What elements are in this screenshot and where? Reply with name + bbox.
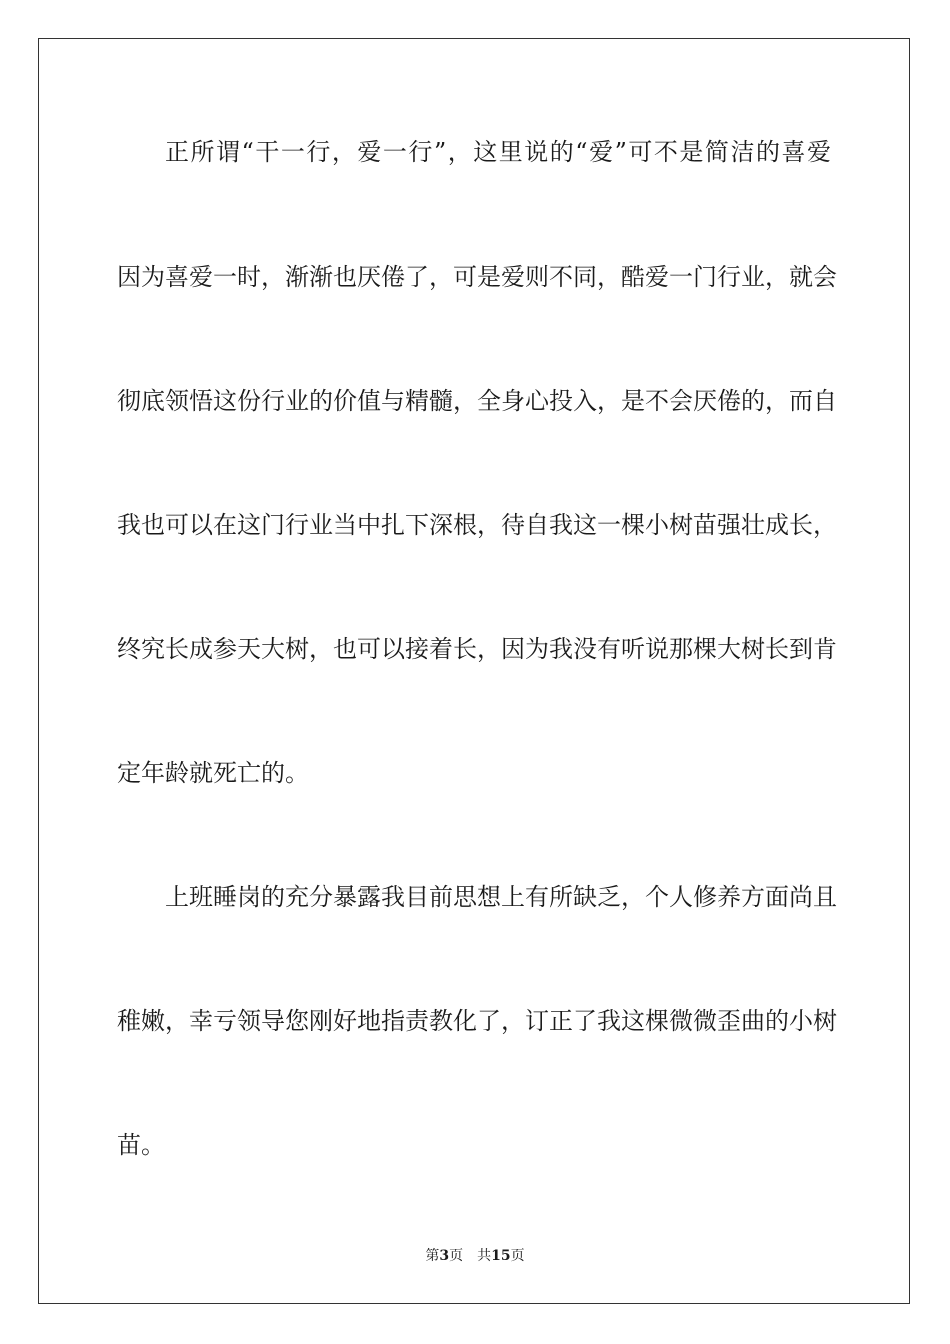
paragraph-1-line-2: 因为喜爱一时，渐渐也厌倦了，可是爱则不同，酷爱一门行业，就会 <box>117 263 837 291</box>
page-number-prefix: 第 <box>425 1248 440 1264</box>
page-total-prefix: 共 <box>477 1248 492 1264</box>
paragraph-1-line-1: 正所谓“干一行，爱一行”，这里说的“爱”可不是简洁的喜爱 <box>165 138 831 166</box>
paragraph-1-line-4: 我也可以在这门行业当中扎下深根，待自我这一棵小树苗强壮成长， <box>117 511 837 539</box>
page-total-suffix: 页 <box>510 1248 525 1264</box>
page-border <box>38 38 910 1304</box>
page-number-current: 3 <box>439 1248 450 1264</box>
paragraph-1-line-6: 定年龄就死亡的。 <box>117 759 309 787</box>
paragraph-2-line-3: 苗。 <box>117 1131 165 1159</box>
paragraph-2-line-2: 稚嫩，幸亏领导您刚好地指责教化了，订正了我这棵微微歪曲的小树 <box>117 1007 837 1035</box>
paragraph-1-line-3: 彻底领悟这份行业的价值与精髓，全身心投入，是不会厌倦的，而自 <box>117 387 837 415</box>
paragraph-2-line-1: 上班睡岗的充分暴露我目前思想上有所缺乏，个人修养方面尚且 <box>165 883 837 911</box>
paragraph-1-line-5: 终究长成参天大树，也可以接着长，因为我没有听说那棵大树长到肯 <box>117 635 837 663</box>
page-number-suffix: 页 <box>449 1248 464 1264</box>
page-total-count: 15 <box>491 1248 511 1264</box>
page-footer <box>0 1247 950 1265</box>
